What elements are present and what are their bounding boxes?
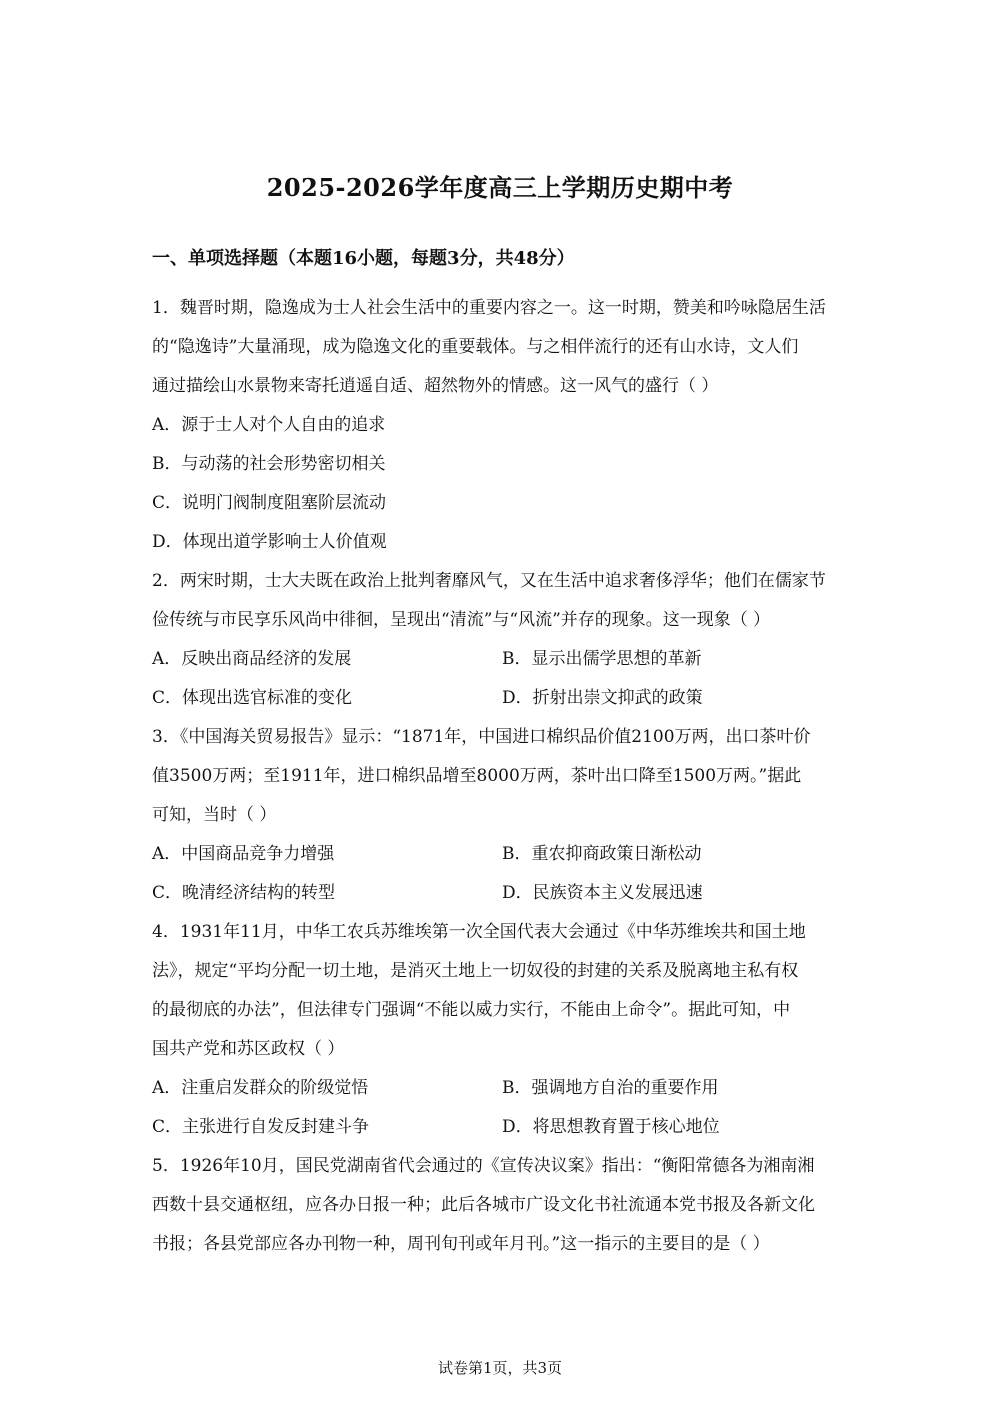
question-1-option-c: C．说明门阀制度阻塞阶层流动 — [152, 493, 387, 513]
page-title: 2025-2026学年度高三上学期历史期中考 — [266, 173, 734, 202]
question-4-option-a: A．注重启发群众的阶级觉悟 — [152, 1078, 369, 1098]
question-4-option-b: B．强调地方自治的重要作用 — [502, 1078, 719, 1098]
question-4-option-d: D．将思想教育置于核心地位 — [502, 1117, 720, 1137]
question-4-line-4: 国共产党和苏区政权（ ） — [152, 1039, 345, 1059]
question-4-line-3: 的最彻底的办法”，但法律专门强调“不能以威力实行，不能由上命令”。据此可知，中 — [152, 1000, 791, 1020]
question-5-line-3: 书报；各县党部应各办刊物一种，周刊旬刊或年月刊。”这一指示的主要目的是（ ） — [152, 1234, 770, 1254]
question-2-line-1: 2．两宋时期，士大夫既在政治上批判奢靡风气，又在生活中追求奢侈浮华；他们在儒家节 — [152, 571, 826, 591]
question-2-options-row-1 — [152, 640, 852, 679]
question-3-options-row-1 — [152, 835, 852, 874]
question-4-options-row-1 — [152, 1069, 852, 1108]
question-2-option-a: A．反映出商品经济的发展 — [152, 649, 352, 669]
question-3-option-d: D．民族资本主义发展迅速 — [502, 883, 703, 903]
question-3-option-b: B．重农抑商政策日渐松动 — [502, 844, 702, 864]
question-3-option-a: A．中国商品竞争力增强 — [152, 844, 335, 864]
question-3-options-row-2 — [152, 874, 852, 913]
question-4-line-1: 4．1931年11月，中华工农兵苏维埃第一次全国代表大会通过《中华苏维埃共和国土地 — [152, 922, 806, 942]
question-4-option-c: C．主张进行自发反封建斗争 — [152, 1117, 370, 1137]
question-3-line-3: 可知，当时（ ） — [152, 805, 277, 825]
page-footer: 试卷第1页，共3页 — [437, 1359, 563, 1377]
section-heading: 一、单项选择题（本题16小题，每题3分，共48分） — [152, 248, 575, 269]
question-5-line-1: 5．1926年10月，国民党湖南省代会通过的《宣传决议案》指出：“衡阳常德各为湘南湘 — [152, 1156, 815, 1176]
question-4-line-2: 法》，规定“平均分配一切土地，是消灭土地上一切奴役的封建的关系及脱离地主私有权 — [152, 961, 799, 981]
question-2 — [152, 562, 852, 718]
question-2-option-c: C．体现出选官标准的变化 — [152, 688, 353, 708]
question-1-line-2: 的“隐逸诗”大量涌现，成为隐逸文化的重要载体。与之相伴流行的还有山水诗，文人们 — [152, 337, 799, 357]
question-2-option-d: D．折射出崇文抑武的政策 — [502, 688, 703, 708]
question-2-option-b: B．显示出儒学思想的革新 — [502, 649, 702, 669]
question-1-line-3: 通过描绘山水景物来寄托逍遥自适、超然物外的情感。这一风气的盛行（ ） — [152, 376, 719, 396]
question-5-line-2: 西数十县交通枢纽，应各办日报一种；此后各城市广设文化书社流通本党书报及各新文化 — [152, 1195, 815, 1215]
question-2-line-2: 俭传统与市民享乐风尚中徘徊，呈现出“清流”与“风流”并存的现象。这一现象（ ） — [152, 610, 771, 630]
question-1-option-d: D．体现出道学影响士人价值观 — [152, 532, 387, 552]
question-1-option-b: B．与动荡的社会形势密切相关 — [152, 454, 386, 474]
questions-body — [152, 289, 852, 1264]
question-1 — [152, 289, 852, 562]
question-1-option-a: A．源于士人对个人自由的追求 — [152, 415, 386, 435]
question-3-line-1: 3．《中国海关贸易报告》显示：“1871年，中国进口棉织品价值2100万两，出口茶叶价 — [152, 727, 811, 747]
question-5 — [152, 1147, 852, 1264]
question-3 — [152, 718, 852, 913]
question-4 — [152, 913, 852, 1147]
question-3-line-2: 值3500万两；至1911年，进口棉织品增至8000万两，茶叶出口降至1500万两。”据此 — [152, 766, 802, 786]
question-2-options-row-2 — [152, 679, 852, 718]
question-3-option-c: C．晚清经济结构的转型 — [152, 883, 336, 903]
question-4-options-row-2 — [152, 1108, 852, 1147]
question-1-line-1: 1．魏晋时期，隐逸成为士人社会生活中的重要内容之一。这一时期，赞美和吟咏隐居生活 — [152, 298, 826, 318]
